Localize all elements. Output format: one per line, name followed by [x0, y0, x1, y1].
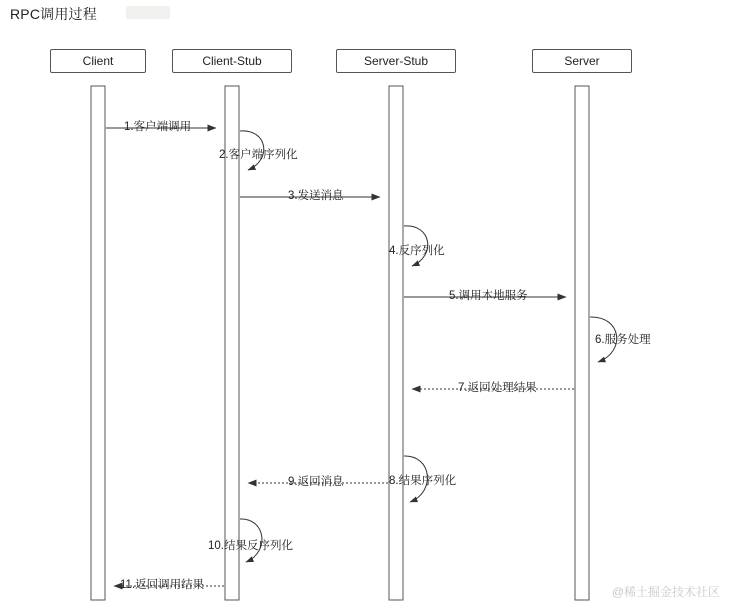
lifeline-server	[575, 86, 589, 600]
message-label-8: 8.结果序列化	[389, 475, 457, 487]
message-label-9: 9.返回消息	[288, 476, 344, 488]
actor-server-label: Server	[564, 54, 600, 68]
actor-client-stub	[172, 49, 292, 73]
message-label-11: 11.返回调用结果	[120, 579, 205, 591]
message-label-10: 10.结果反序列化	[208, 540, 293, 552]
message-label-3: 3.发送消息	[288, 190, 344, 202]
actor-server-stub	[336, 49, 456, 73]
lifeline-client-stub	[225, 86, 239, 600]
lifeline-server-stub	[389, 86, 403, 600]
message-label-4: 4.反序列化	[389, 245, 445, 257]
actor-server	[532, 49, 632, 73]
actor-client-stub-label: Client-Stub	[202, 54, 262, 68]
actor-client	[50, 49, 146, 73]
message-label-1: 1.客户端调用	[124, 121, 192, 133]
message-label-6: 6.服务处理	[595, 334, 651, 346]
message-label-2: 2.客户端序列化	[219, 149, 298, 161]
message-label-5: 5.调用本地服务	[449, 290, 528, 302]
actor-server-stub-label: Server-Stub	[363, 54, 429, 68]
watermark: @稀土掘金技术社区	[611, 585, 720, 599]
actor-client-label: Client	[82, 54, 114, 68]
page-title: RPC调用过程	[10, 6, 97, 22]
message-label-7: 7.返回处理结果	[458, 382, 537, 394]
lifeline-client	[91, 86, 105, 600]
